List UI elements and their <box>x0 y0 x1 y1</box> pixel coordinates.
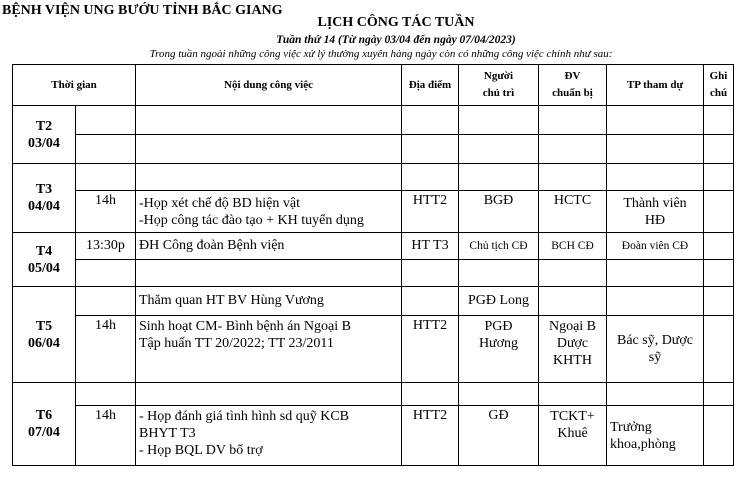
table-row <box>13 316 734 383</box>
attend-line: khoa,phòng <box>610 436 676 452</box>
col-note-2: chú <box>709 87 728 99</box>
day-name: T5 <box>35 318 53 334</box>
col-content: Nội dung công việc <box>136 65 402 106</box>
content-cell <box>136 406 402 466</box>
col-chair <box>459 65 539 106</box>
place-cell: HTT2 <box>402 191 459 233</box>
content-cell: ĐH Công đoàn Bệnh viện <box>136 233 402 260</box>
day-cell-t5 <box>13 287 76 383</box>
day-date: 03/04 <box>28 135 60 151</box>
content-line: - Họp đánh giá tình hình sd quỹ KCB <box>139 409 349 424</box>
content-cell <box>136 191 402 233</box>
table-row <box>13 135 734 164</box>
prep-cell: BCH CĐ <box>539 233 607 260</box>
col-attend: TP tham dự <box>607 65 704 106</box>
time-cell: 14h <box>76 406 136 466</box>
page-title: LỊCH CÔNG TÁC TUẦN <box>317 15 475 30</box>
table-row <box>13 106 734 135</box>
prep-cell <box>539 406 607 466</box>
hospital-name: BỆNH VIỆN UNG BƯỚU TỈNH BẮC GIANG <box>2 3 283 18</box>
chair-cell: PGĐ Long <box>459 287 539 316</box>
day-cell-t6 <box>13 383 76 466</box>
chair-cell: BGĐ <box>459 191 539 233</box>
prep-line: KHTH <box>553 353 592 368</box>
attend-cell <box>607 191 704 233</box>
col-note-1: Ghi <box>709 70 728 82</box>
table-row <box>13 164 734 191</box>
day-name: T3 <box>35 182 53 197</box>
table-row <box>13 406 734 466</box>
table-row <box>13 191 734 233</box>
place-cell: HTT2 <box>402 316 459 383</box>
time-cell: 14h <box>76 191 136 233</box>
table-row <box>13 383 734 406</box>
content-line: -Họp công tác đào tạo + KH tuyển dụng <box>139 212 364 228</box>
chair-line: Hương <box>478 336 519 351</box>
content-line: BHYT T3 <box>139 426 196 441</box>
day-cell-t4 <box>13 233 76 287</box>
day-name: T6 <box>35 408 53 423</box>
schedule-table <box>12 64 734 466</box>
content-line: -Họp xét chế độ BD hiện vật <box>139 195 300 211</box>
attend-line: Trưởng <box>610 419 652 435</box>
attend-cell <box>607 406 704 466</box>
col-prep <box>539 65 607 106</box>
content-cell <box>136 316 402 383</box>
intro-note: Trong tuần ngoài những công việc xử lý thường xuyên hàng ngày còn có những công việc chính như sau: <box>149 48 613 60</box>
prep-line: Ngoại B <box>548 319 597 334</box>
attend-line: HĐ <box>644 212 666 228</box>
time-cell: 14h <box>76 316 136 383</box>
chair-line: PGĐ <box>484 319 513 334</box>
header-row <box>13 65 734 106</box>
place-cell: HTT2 <box>402 406 459 466</box>
table-row <box>13 260 734 287</box>
col-chair-2: chủ trì <box>482 87 515 99</box>
prep-cell: HCTC <box>539 191 607 233</box>
day-name: T4 <box>35 243 53 259</box>
week-range: Tuần thứ 14 (Từ ngày 03/04 đến ngày 07/04/2023) <box>276 34 516 46</box>
attend-cell: Đoàn viên CĐ <box>607 233 704 260</box>
place-cell: HT T3 <box>402 233 459 260</box>
col-note <box>704 65 734 106</box>
chair-cell: GĐ <box>459 406 539 466</box>
chair-cell: Chủ tịch CĐ <box>459 233 539 260</box>
day-cell-t2 <box>13 106 76 164</box>
attend-cell <box>607 316 704 383</box>
content-line: Sinh hoạt CM- Bình bệnh án Ngoại B <box>139 319 351 334</box>
prep-cell <box>539 316 607 383</box>
day-date: 04/04 <box>28 199 60 214</box>
table-row <box>13 233 734 260</box>
table-row <box>13 287 734 316</box>
col-time: Thời gian <box>13 65 136 106</box>
attend-line: sỹ <box>648 350 662 365</box>
col-chair-1: Người <box>483 70 514 82</box>
col-prep-1: ĐV <box>564 70 581 82</box>
day-date: 07/04 <box>28 425 60 440</box>
prep-line: TCKT+ <box>550 409 595 424</box>
content-cell: Thăm quan HT BV Hùng Vương <box>136 287 402 316</box>
day-name: T2 <box>35 118 53 134</box>
day-date: 06/04 <box>28 335 60 351</box>
prep-line: Khuê <box>557 426 588 441</box>
attend-line: Thành viên <box>623 195 687 211</box>
chair-cell <box>459 316 539 383</box>
content-line: - Họp BQL DV bổ trợ <box>139 443 263 458</box>
day-cell-t3 <box>13 164 76 233</box>
col-place: Địa điểm <box>402 65 459 106</box>
day-date: 05/04 <box>28 260 60 276</box>
prep-line: Dược <box>556 336 589 351</box>
time-cell: 13:30p <box>76 233 136 260</box>
content-line: Tập huấn TT 20/2022; TT 23/2011 <box>139 336 334 351</box>
col-prep-2: chuẩn bị <box>552 87 593 99</box>
attend-line: Bác sỹ, Dược <box>616 333 694 348</box>
